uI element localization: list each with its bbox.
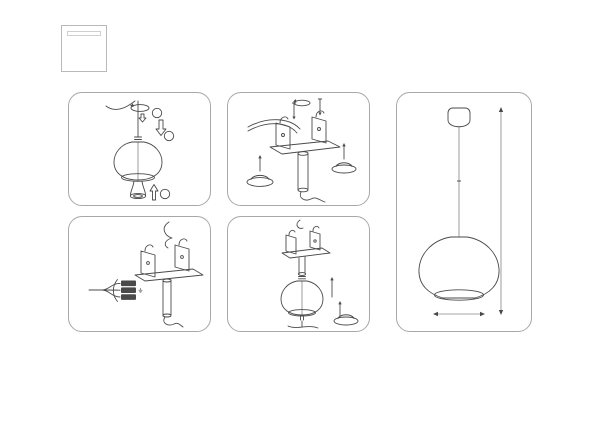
up-arrow-icon	[150, 185, 158, 201]
lamp-shade	[419, 237, 499, 298]
small-down-arrow-icon	[139, 114, 146, 122]
step-4-panel	[227, 216, 370, 332]
screw-icon	[330, 277, 333, 280]
ceiling-canopy	[448, 108, 470, 127]
qr-code-icon	[202, 353, 242, 393]
step-2-panel	[227, 92, 370, 206]
article-column	[262, 346, 322, 393]
article-column	[192, 346, 252, 393]
step-3-panel	[68, 216, 211, 332]
earth-ground-icon	[139, 288, 142, 292]
screw-icon	[318, 113, 321, 116]
step-3-drawing	[69, 217, 210, 330]
qr-code-icon	[272, 353, 312, 393]
step-2-drawing	[228, 93, 369, 204]
step-1-panel	[68, 92, 211, 206]
step-5-panel	[396, 92, 532, 332]
down-arrow-icon	[156, 120, 166, 136]
series-info	[385, 36, 545, 39]
screw-icon	[338, 301, 341, 304]
article-column	[120, 346, 180, 393]
qr-code-icon	[130, 353, 170, 393]
step-1-drawing	[69, 93, 210, 204]
step-5-drawing	[397, 93, 531, 330]
screw-icon	[258, 155, 261, 158]
lightstar-logo	[61, 25, 107, 72]
step-4-drawing	[228, 217, 369, 330]
screw-icon	[292, 117, 295, 120]
italian-flag-icon	[67, 31, 101, 36]
screw-icon	[342, 143, 345, 146]
